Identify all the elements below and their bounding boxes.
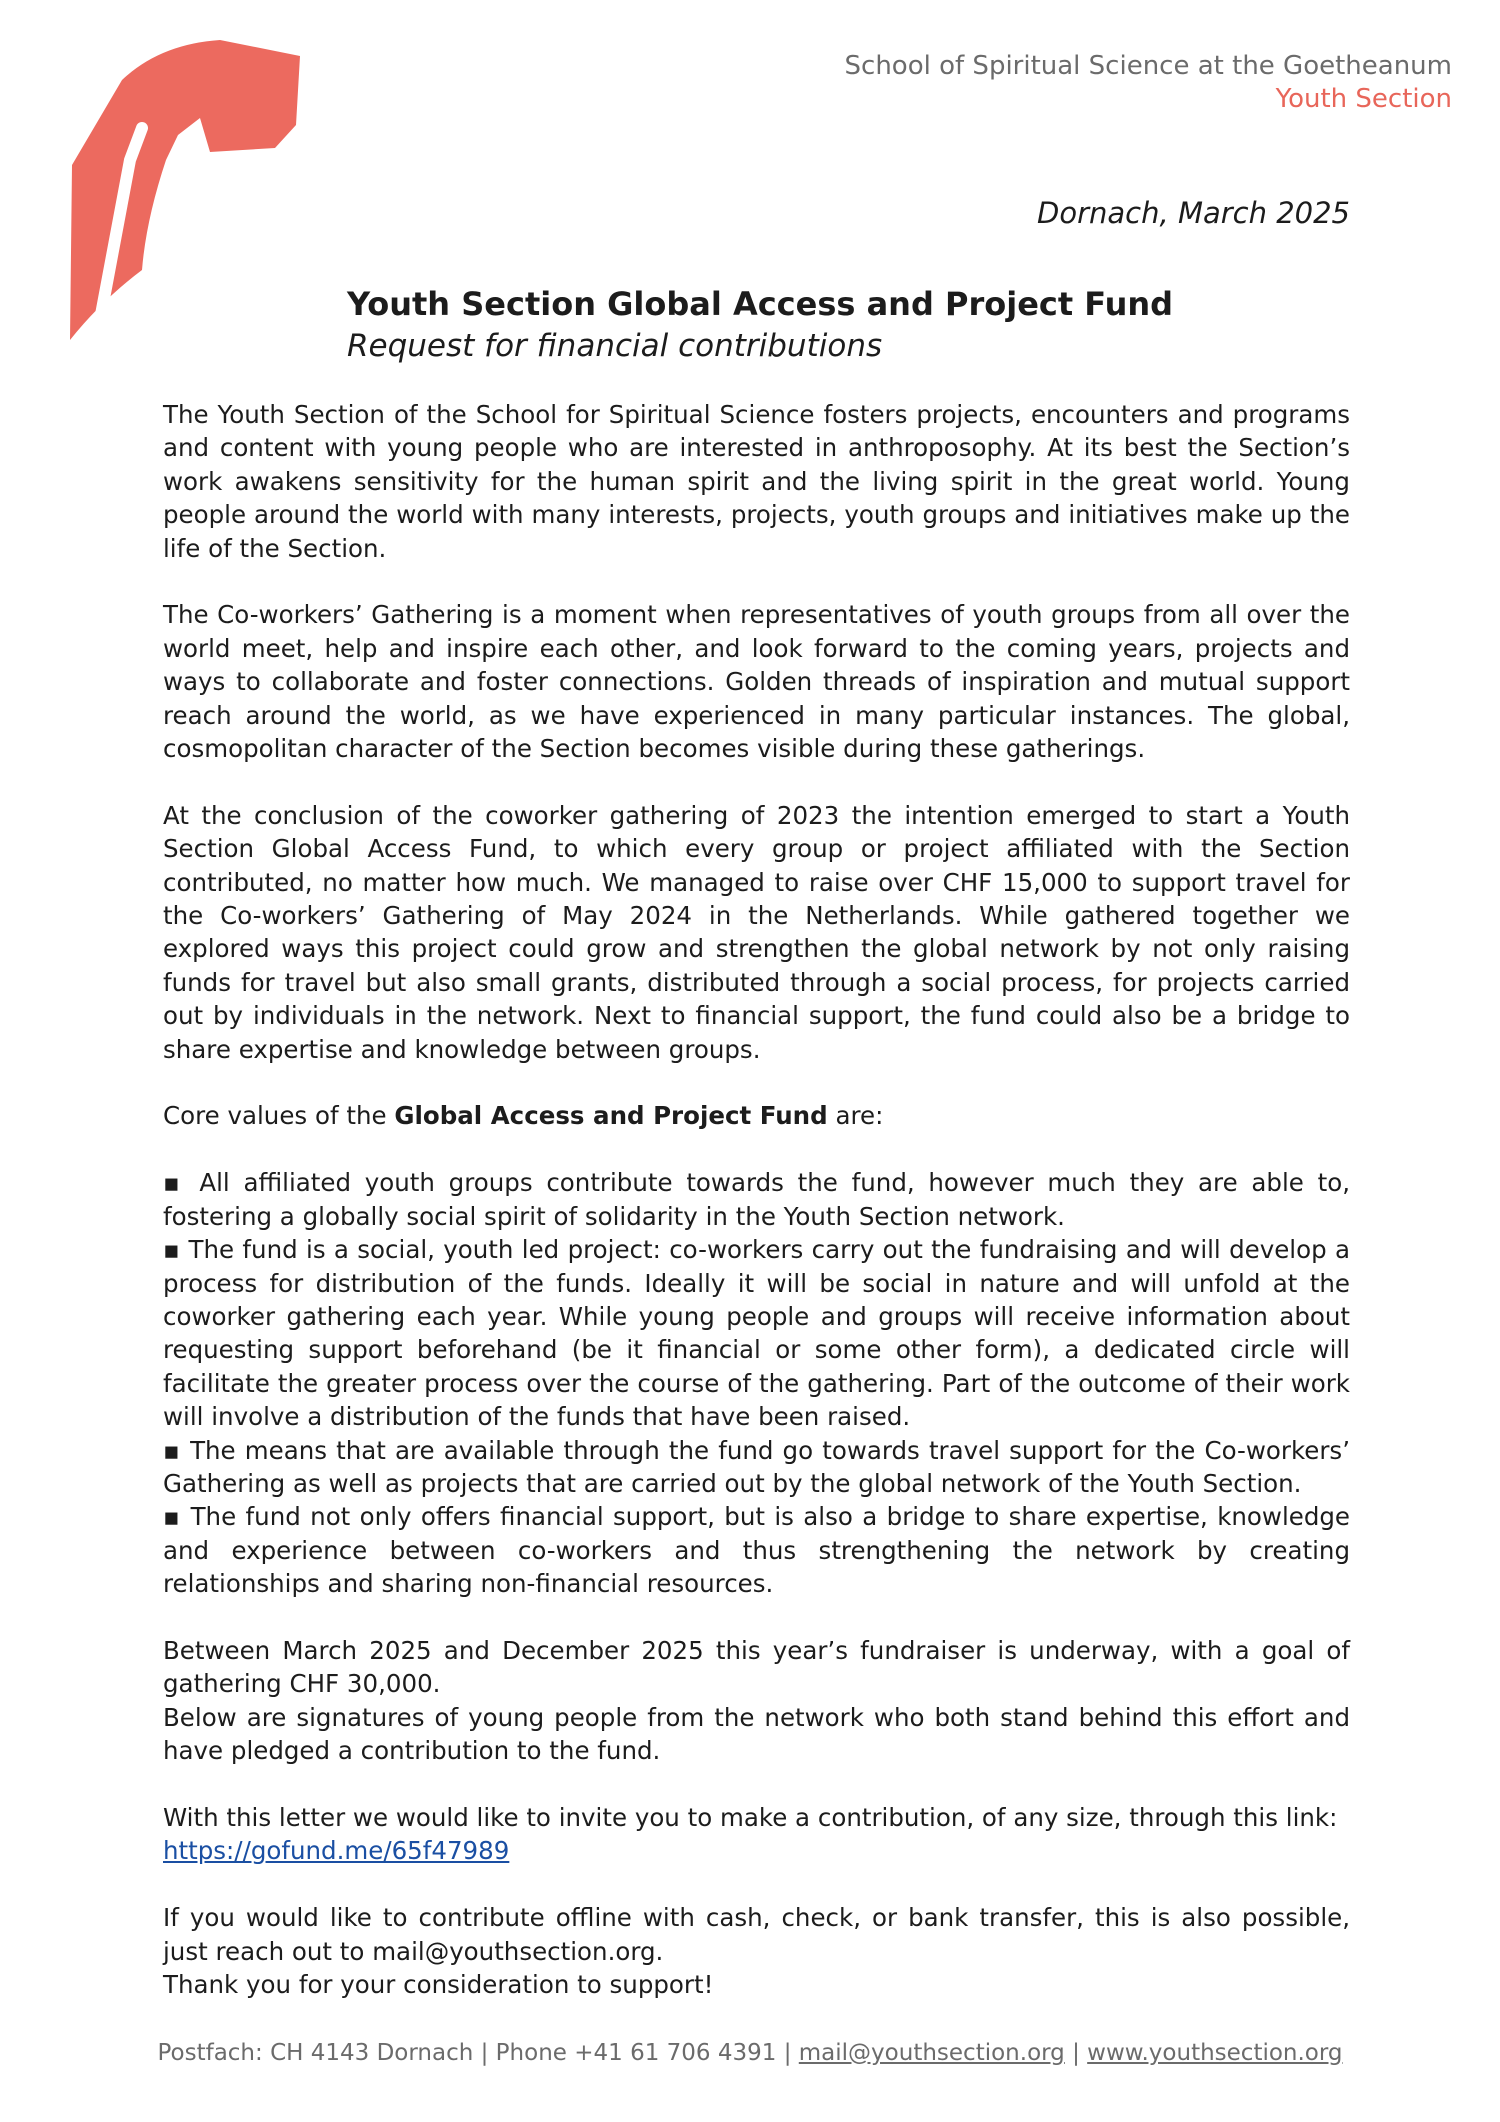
offline-contribution: If you would like to contribute offline with cash, check, or bank transfer, this is also possible, just reach out to mail@youthsection.org. xyxy=(163,1903,1350,1966)
fundraiser-goal: Between March 2025 and December 2025 this year’s fundraiser is underway, with a goal of gathering CHF 30,000. xyxy=(163,1635,1350,1699)
footer-separator: | xyxy=(1064,2040,1088,2066)
core-values-suffix: are: xyxy=(827,1101,884,1131)
org-header xyxy=(845,50,1452,116)
paragraph-intro: The Youth Section of the School for Spiritual Science fosters projects, encounters and programs and content with young people who are interested in anthroposophy. At its best the Section’s work awakens sensitivity for the human spirit and the living spirit in the great world. Young people around the world with many interests, projects, youth groups and initiatives make up the life of the Section. xyxy=(163,400,1350,563)
core-values-intro xyxy=(163,1099,1350,1132)
core-values-prefix: Core values of the xyxy=(163,1101,395,1131)
footer xyxy=(0,2040,1500,2066)
invite-text: With this letter we would like to invite you to make a contribution, of any size, through this link: xyxy=(163,1802,1338,1832)
core-values-fund-name: Global Access and Project Fund xyxy=(394,1101,828,1131)
page-title: Youth Section Global Access and Project Fund xyxy=(347,285,1174,323)
footer-address: Postfach: CH 4143 Dornach | Phone +41 61 706 4391 | xyxy=(157,2040,799,2066)
section-name: Youth Section xyxy=(1275,84,1452,114)
list-item: ▪ All affiliated youth groups contribute towards the fund, however much they are able to, fostering a globally social spirit of solidarity in the Youth Section network. xyxy=(163,1168,1350,1231)
footer-email-link[interactable]: mail@youthsection.org xyxy=(798,2040,1065,2066)
paragraph-gathering: The Co-workers’ Gathering is a moment when representatives of youth groups from all over the world meet, help and inspire each other, and look forward to the coming years, projects and ways to collaborate and foster connections. Golden threads of inspiration and mutual support reach around the world, as we have experienced in many particular instances. The global, cosmopolitan character of the Section becomes visible during these gatherings. xyxy=(163,600,1350,764)
school-name: School of Spiritual Science at the Goetheanum xyxy=(844,51,1452,81)
thanks-line: Thank you for your consideration to support! xyxy=(163,1969,714,1999)
page-subtitle: Request for financial contributions xyxy=(347,328,883,364)
list-item: ▪ The fund is a social, youth led project: co-workers carry out the fundraising and will develop a process for distribution of the funds. Ideally it will be social in nature and will unfold at the coworker gathering each year. While young people and groups will receive information about requesting support beforehand (be it financial or some other form), a dedicated circle will facilitate the greater process over the course of the gathering. Part of the outcome of their work will involve a distribution of the funds that have been raised. xyxy=(163,1235,1350,1432)
list-item: ▪ The means that are available through the fund go towards travel support for the Co-workers’ Gathering as well as projects that are carried out by the global network of the Youth Section. xyxy=(163,1435,1350,1498)
dateline: Dornach, March 2025 xyxy=(1037,196,1350,230)
title-block xyxy=(347,283,1173,367)
core-values-list xyxy=(163,1166,1350,1600)
signatures-note: Below are signatures of young people from the network who both stand behind this effort and have pledged a contribution to the fund. xyxy=(163,1702,1350,1766)
footer-website-link[interactable]: www.youthsection.org xyxy=(1087,2040,1343,2066)
letter-body xyxy=(163,398,1350,2001)
paragraph-history: At the conclusion of the coworker gathering of 2023 the intention emerged to start a Youth Section Global Access Fund, to which every group or project affiliated with the Section contributed, no matter how much. We managed to raise over CHF 15,000 to support travel for the Co-workers’ Gathering of May 2024 in the Netherlands. While gathered together we explored ways this project could grow and strengthen the global network by not only raising funds for travel but also small grants, distributed through a social process, for projects carried out by individuals in the network. Next to financial support, the fund could also be a bridge to share expertise and knowledge between groups. xyxy=(163,800,1350,1064)
gofundme-link[interactable]: https://gofund.me/65f47989 xyxy=(163,1836,510,1866)
list-item: ▪ The fund not only offers financial support, but is also a bridge to share expertise, knowledge and experience between co-workers and thus strengthening the network by creating relationships and sharing non-financial resources. xyxy=(163,1502,1350,1599)
invite-paragraph xyxy=(163,1801,1350,1868)
youth-section-logo-icon xyxy=(70,40,310,460)
